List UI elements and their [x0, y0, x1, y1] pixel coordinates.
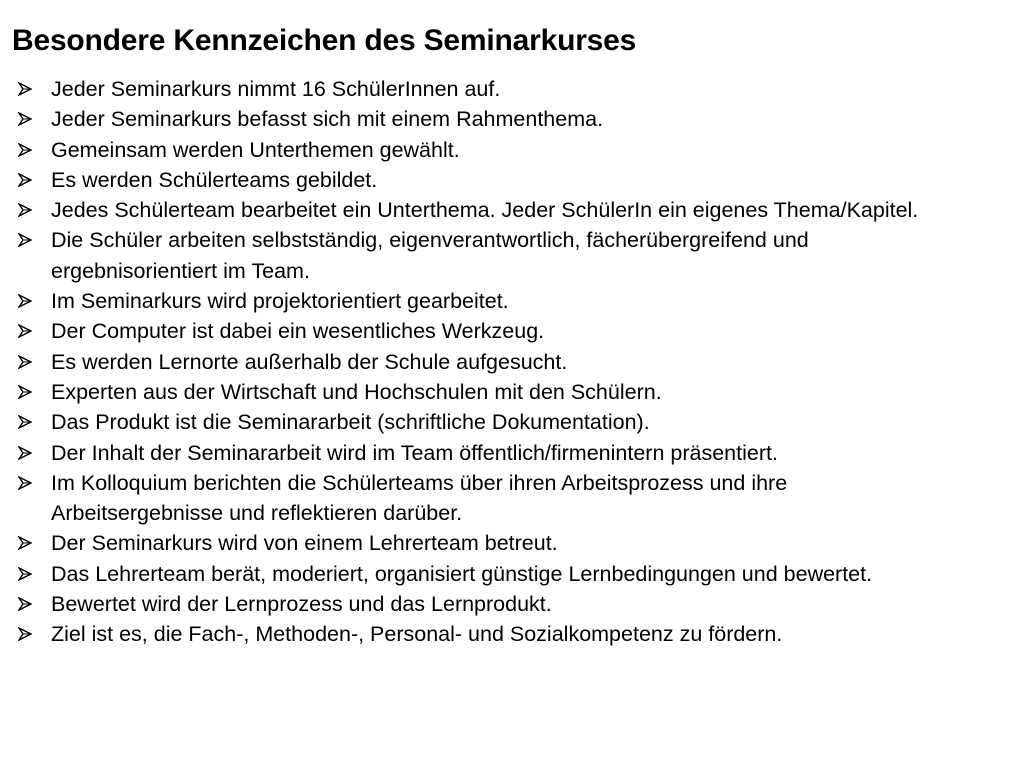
slide-title: Besondere Kennzeichen des Seminarkurses: [12, 24, 637, 57]
arrowhead-bullet-icon: [18, 173, 32, 187]
bullet-text: Der Seminarkurs wird von einem Lehrerteam betreut.: [51, 531, 558, 556]
bullet-item: [12, 74, 964, 104]
bullet-item: [12, 589, 964, 619]
bullet-item: [12, 225, 964, 286]
arrowhead-bullet-icon: [18, 324, 32, 338]
arrowhead-bullet-icon: [18, 82, 32, 96]
bullet-text: Im Kolloquium berichten die Schülerteams über ihren Arbeitsprozess und ihre Arbeitsergebnisse und reflektieren darüber.: [51, 470, 788, 526]
arrowhead-bullet-icon: [18, 415, 32, 429]
bullet-item: [12, 438, 964, 468]
bullet-text: Jedes Schülerteam bearbeitet ein Unterthema. Jeder SchülerIn ein eigenes Thema/Kapitel.: [51, 198, 919, 223]
arrowhead-bullet-icon: [18, 597, 32, 611]
bullet-text: Experten aus der Wirtschaft und Hochschulen mit den Schülern.: [51, 379, 662, 404]
arrowhead-bullet-icon: [18, 446, 32, 460]
arrowhead-bullet-icon: [18, 567, 32, 581]
bullet-item: [12, 104, 964, 134]
bullet-item: [12, 468, 964, 529]
bullet-text: Es werden Schülerteams gebildet.: [51, 167, 378, 192]
bullet-text: Die Schüler arbeiten selbstständig, eigenverantwortlich, fächerübergreifend und ergebnisorientiert im Team.: [51, 228, 809, 283]
arrowhead-bullet-icon: [18, 203, 32, 217]
arrowhead-bullet-icon: [18, 385, 32, 399]
bullet-text: Das Produkt ist die Seminararbeit (schriftliche Dokumentation).: [51, 410, 650, 435]
arrowhead-bullet-icon: [18, 355, 32, 369]
bullet-item: [12, 165, 964, 195]
bullet-item: [12, 407, 964, 437]
bullet-item: [12, 528, 964, 558]
bullet-text: Der Computer ist dabei ein wesentliches Werkzeug.: [51, 319, 545, 344]
bullet-item: [12, 377, 964, 407]
arrowhead-bullet-icon: [18, 627, 32, 641]
bullet-item: [12, 286, 964, 316]
bullet-list: [12, 74, 964, 650]
bullet-text: Bewertet wird der Lernprozess und das Lernprodukt.: [51, 592, 552, 617]
arrowhead-bullet-icon: [18, 143, 32, 157]
bullet-text: Das Lehrerteam berät, moderiert, organisiert günstige Lernbedingungen und bewertet.: [51, 561, 873, 586]
bullet-text: Gemeinsam werden Unterthemen gewählt.: [51, 137, 460, 162]
bullet-item: [12, 619, 964, 649]
bullet-text: Es werden Lernorte außerhalb der Schule aufgesucht.: [51, 349, 568, 374]
arrowhead-bullet-icon: [18, 476, 32, 490]
bullet-item: [12, 135, 964, 165]
arrowhead-bullet-icon: [18, 233, 32, 247]
arrowhead-bullet-icon: [18, 536, 32, 550]
bullet-text: Jeder Seminarkurs befasst sich mit einem Rahmenthema.: [51, 107, 604, 132]
bullet-text: Jeder Seminarkurs nimmt 16 SchülerInnen auf.: [51, 77, 501, 101]
bullet-item: [12, 559, 964, 589]
arrowhead-bullet-icon: [18, 112, 32, 126]
arrowhead-bullet-icon: [18, 294, 32, 308]
bullet-item: [12, 347, 964, 377]
bullet-item: [12, 316, 964, 346]
bullet-text: Ziel ist es, die Fach-, Methoden-, Personal- und Sozialkompetenz zu fördern.: [51, 622, 783, 647]
bullet-text: Im Seminarkurs wird projektorientiert gearbeitet.: [51, 289, 509, 314]
bullet-text: Der Inhalt der Seminararbeit wird im Team öffentlich/firmenintern präsentiert.: [51, 440, 778, 465]
bullet-item: [12, 195, 964, 225]
